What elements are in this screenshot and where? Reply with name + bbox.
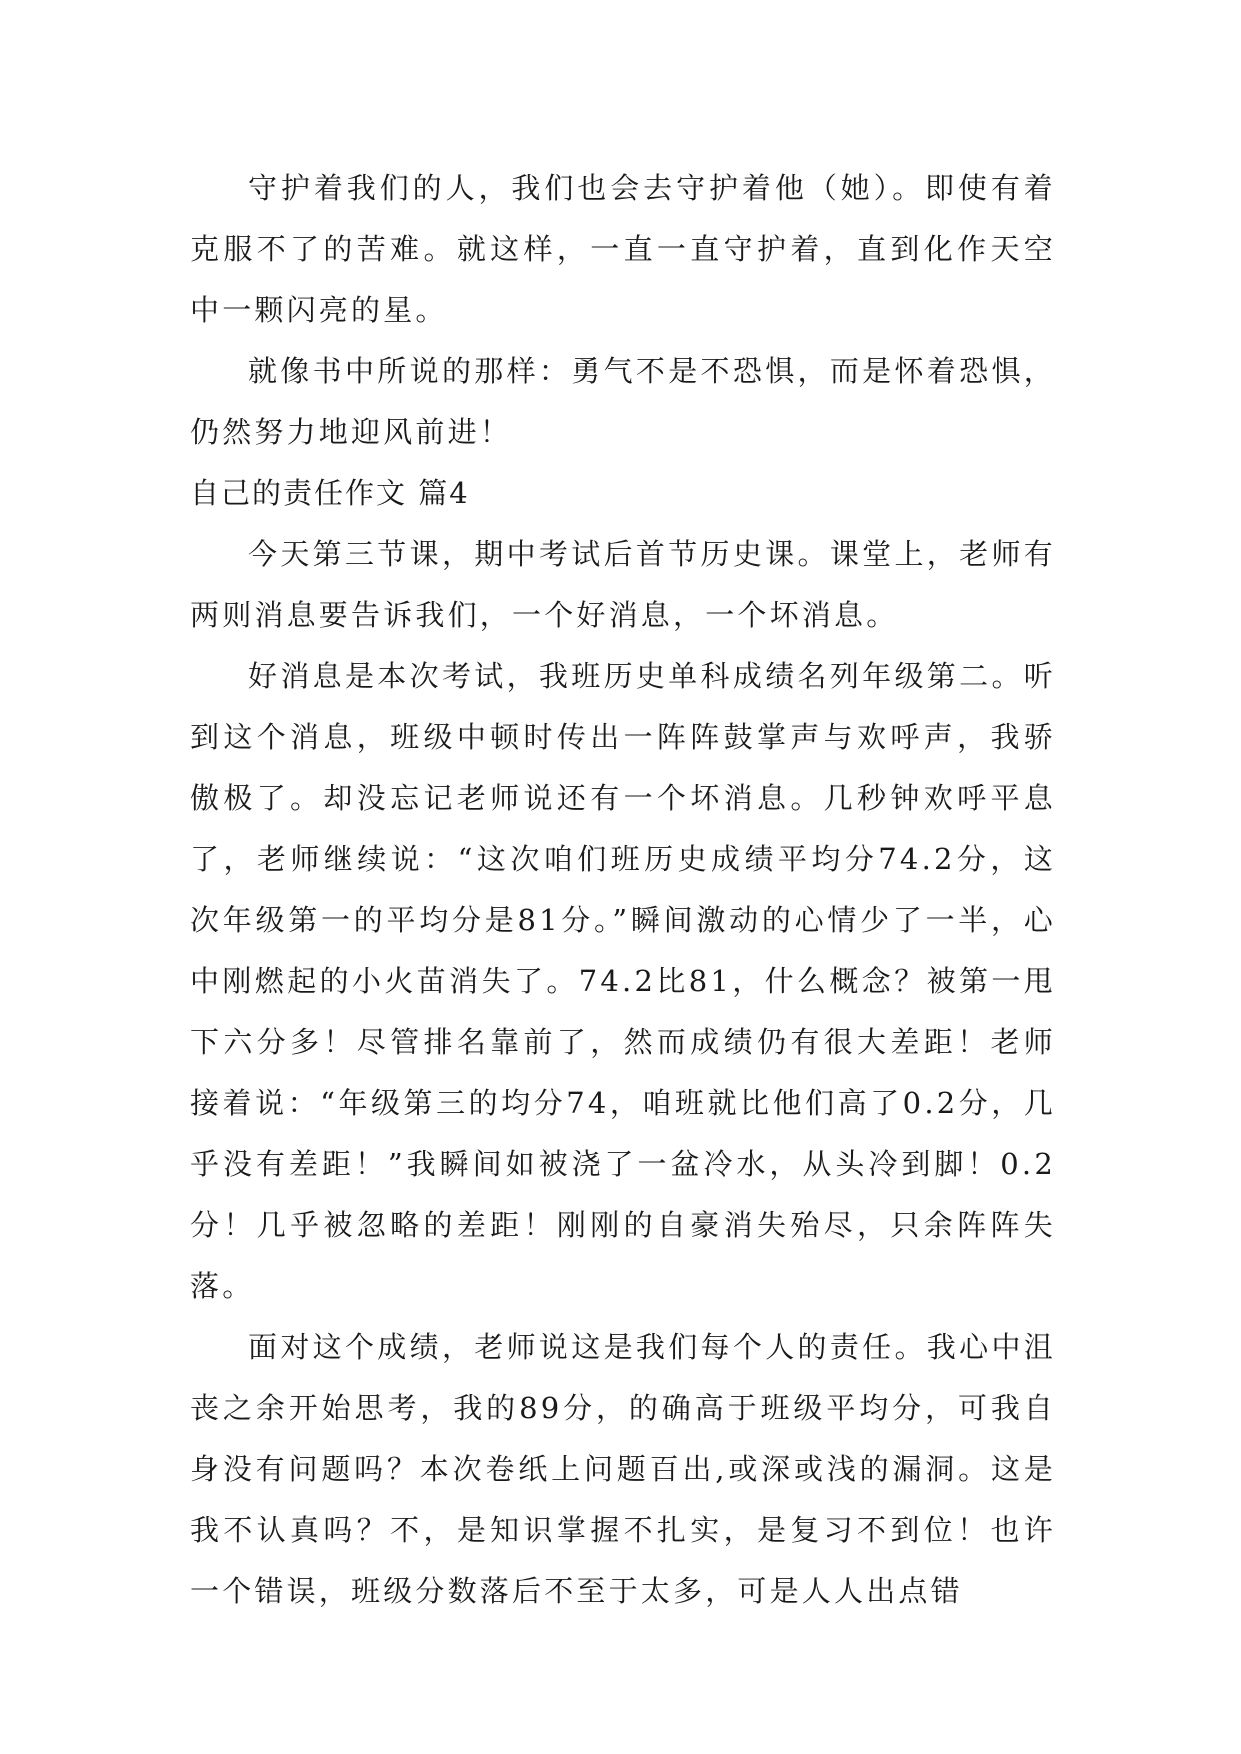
paragraph-history-class: 今天第三节课，期中考试后首节历史课。课堂上，老师有两则消息要告诉我们，一个好消息，一个坏消息。 (190, 537, 1056, 632)
paragraph-guardian: 守护着我们的人，我们也会去守护着他（她）。即使有着克服不了的苦难。就这样，一直一直守护着，直到化作天空中一颗闪亮的星。 (190, 171, 1056, 327)
paragraph-good-news: 好消息是本次考试，我班历史单科成绩名列年级第二。听到这个消息，班级中顿时传出一阵阵鼓掌声与欢呼声，我骄傲极了。却没忘记老师说还有一个坏消息。几秒钟欢呼平息了，老师继续说：“这次咱们班历史成绩平均分74.2分，这次年级第一的平均分是81分。”瞬间激动的心情少了一半，心中刚燃起的小火苗消失了。74.2比81，什么概念？被第一甩下六分多！尽管排名靠前了，然而成绩仍有很大差距！老师接着说：“年级第三的均分74，咱班就比他们高了0.2分，几乎没有差距！”我瞬间如被浇了一盆冷水，从头冷到脚！0.2分！几乎被忽略的差距！刚刚的自豪消失殆尽，只余阵阵失落。 (190, 659, 1056, 1303)
document-page (190, 158, 1056, 1622)
paragraph-courage: 就像书中所说的那样：勇气不是不恐惧，而是怀着恐惧，仍然努力地迎风前进！ (190, 354, 1056, 449)
section-heading: 自己的责任作文 篇4 (190, 476, 470, 510)
paragraph-responsibility: 面对这个成绩，老师说这是我们每个人的责任。我心中沮丧之余开始思考，我的89分，的确高于班级平均分，可我自身没有问题吗？本次卷纸上问题百出,或深或浅的漏洞。这是我不认真吗？不，是知识掌握不扎实，是复习不到位！也许一个错误，班级分数落后不至于太多，可是人人出点错 (190, 1330, 1056, 1608)
